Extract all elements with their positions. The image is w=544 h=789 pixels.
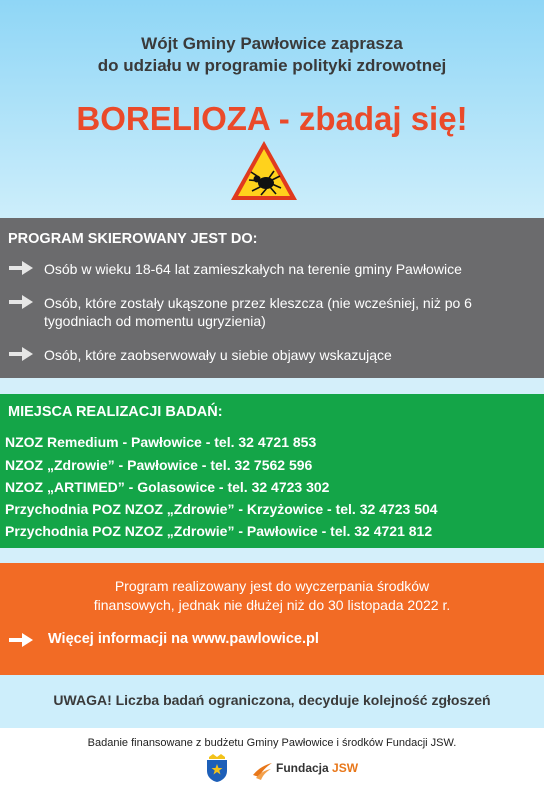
location-item: NZOZ Remedium - Pawłowice - tel. 32 4721 853 <box>5 434 317 450</box>
divider <box>0 378 544 394</box>
locations-section-title: MIEJSCA REALIZACJI BADAŃ: <box>8 404 223 420</box>
location-item: Przychodnia POZ NZOZ „Zdrowie” - Pawłowice - tel. 32 4721 812 <box>5 523 433 539</box>
foundation-name <box>276 761 358 775</box>
duration-line-2: finansowych, jednak nie dłużej niż do 30 listopada 2022 r. <box>93 597 451 613</box>
target-item-text: Osób w wieku 18-64 lat zamieszkałych na terenie gminy Pawłowice <box>44 261 462 277</box>
intro-text <box>0 33 544 77</box>
notice-band <box>0 675 544 728</box>
duration-line-1: Program realizowany jest do wyczerpania środków <box>114 578 430 594</box>
notice-text: UWAGA! Liczba badań ograniczona, decyduje kolejność zgłoszeń <box>53 692 491 708</box>
location-item: Przychodnia POZ NZOZ „Zdrowie” - Krzyżowice - tel. 32 4723 504 <box>5 501 438 517</box>
arrow-right-icon <box>8 345 34 363</box>
arrow-right-icon <box>8 259 34 277</box>
foundation-logo-icon <box>250 755 274 781</box>
municipality-crest-icon <box>205 753 229 783</box>
headline: BORELIOZA - zbadaj się! <box>76 100 468 137</box>
arrow-right-icon <box>8 631 34 649</box>
target-item-text: Osób, które zaobserwowały u siebie objawy wskazujące <box>44 347 392 363</box>
tick-warning-icon <box>229 139 299 203</box>
divider <box>0 548 544 563</box>
location-item: NZOZ „ARTIMED” - Golasowice - tel. 32 4723 302 <box>5 479 330 495</box>
arrow-right-icon <box>8 293 34 311</box>
funding-text: Badanie finansowane z budżetu Gminy Pawłowice i środków Fundacji JSW. <box>87 737 457 749</box>
location-item: NZOZ „Zdrowie” - Pawłowice - tel. 32 7562 596 <box>5 457 313 473</box>
program-duration-text <box>0 577 544 615</box>
header-band <box>0 0 544 218</box>
target-item-text: Osób, które zostały ukąszone przez kleszcza (nie wcześniej, niż po 6 tygodniach od momentu ugryzienia) <box>44 295 472 329</box>
foundation-brand: JSW <box>332 761 359 775</box>
locations-section <box>0 394 544 548</box>
target-group-section <box>0 218 544 378</box>
intro-line-2: do udziału w programie polityki zdrowotnej <box>97 56 447 75</box>
info-section <box>0 563 544 675</box>
more-info-text: Więcej informacji na www.pawlowice.pl <box>48 631 319 647</box>
foundation-logo <box>250 755 359 781</box>
target-section-title: PROGRAM SKIEROWANY JEST DO: <box>8 231 258 247</box>
foundation-word: Fundacja <box>276 761 329 775</box>
intro-line-1: Wójt Gminy Pawłowice zaprasza <box>141 34 403 53</box>
